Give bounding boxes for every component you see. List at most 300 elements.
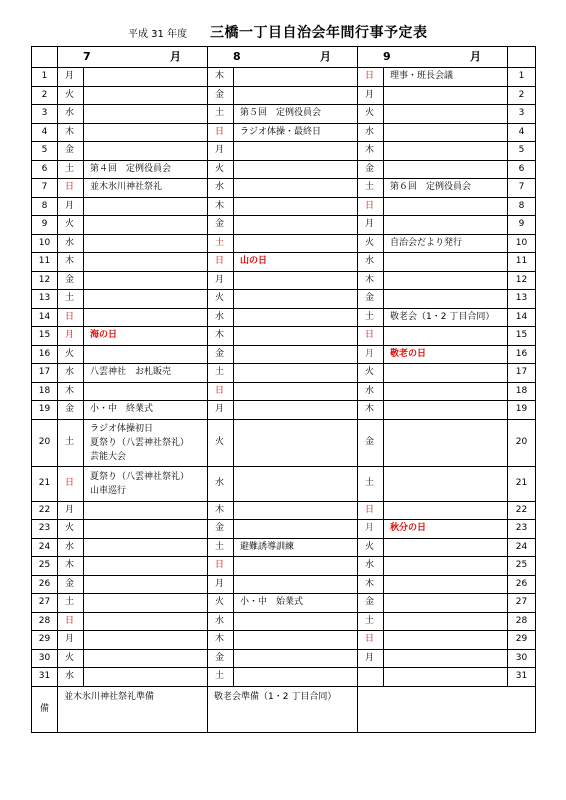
weekday-cell: 水 xyxy=(58,668,84,687)
day-number-left: 23 xyxy=(32,520,58,539)
weekday-cell: 金 xyxy=(208,649,234,668)
event-cell xyxy=(234,271,358,290)
event-cell: 理事・班長会議 xyxy=(384,68,508,87)
weekday-cell: 火 xyxy=(358,364,384,383)
weekday-cell: 火 xyxy=(58,86,84,105)
day-number-left: 5 xyxy=(32,142,58,161)
month-number: 8 xyxy=(233,50,241,63)
event-cell: 小・中 終業式 xyxy=(84,401,208,420)
weekday-cell: 日 xyxy=(208,382,234,401)
event-cell xyxy=(384,86,508,105)
day-number-right: 28 xyxy=(508,612,536,631)
weekday-cell: 水 xyxy=(208,179,234,198)
day-number-left: 27 xyxy=(32,594,58,613)
event-cell xyxy=(384,575,508,594)
day-row xyxy=(32,382,536,401)
weekday-cell: 火 xyxy=(358,105,384,124)
event-cell: 敬老の日 xyxy=(384,345,508,364)
event-cell xyxy=(384,105,508,124)
weekday-cell: 日 xyxy=(358,327,384,346)
weekday-cell: 月 xyxy=(58,68,84,87)
weekday-cell: 金 xyxy=(58,401,84,420)
day-number-left: 28 xyxy=(32,612,58,631)
weekday-cell: 木 xyxy=(58,123,84,142)
document-header xyxy=(0,22,566,42)
weekday-cell: 日 xyxy=(358,631,384,650)
remarks-aug: 敬老会準備（1・2 丁目合同） xyxy=(208,686,358,732)
event-cell xyxy=(234,401,358,420)
weekday-cell: 水 xyxy=(208,466,234,501)
day-number-right: 15 xyxy=(508,327,536,346)
event-cell xyxy=(84,123,208,142)
event-cell xyxy=(234,557,358,576)
event-cell xyxy=(384,466,508,501)
day-row xyxy=(32,466,536,501)
weekday-cell: 火 xyxy=(208,419,234,466)
event-line: 夏祭り（八雲神社祭礼） xyxy=(90,471,190,482)
day-number-left: 2 xyxy=(32,86,58,105)
event-cell xyxy=(234,419,358,466)
day-number-right: 24 xyxy=(508,538,536,557)
event-cell xyxy=(384,501,508,520)
day-number-right: 4 xyxy=(508,123,536,142)
weekday-cell: 土 xyxy=(358,466,384,501)
event-cell xyxy=(84,253,208,272)
day-number-right: 7 xyxy=(508,179,536,198)
weekday-cell: 土 xyxy=(58,290,84,309)
event-cell xyxy=(234,612,358,631)
weekday-cell: 月 xyxy=(358,216,384,235)
event-cell xyxy=(84,197,208,216)
day-number-right: 11 xyxy=(508,253,536,272)
day-row xyxy=(32,105,536,124)
weekday-cell: 木 xyxy=(58,557,84,576)
weekday-cell: 月 xyxy=(58,501,84,520)
day-number-left: 30 xyxy=(32,649,58,668)
weekday-cell: 水 xyxy=(358,557,384,576)
day-number-left: 16 xyxy=(32,345,58,364)
event-cell xyxy=(234,364,358,383)
day-number-left: 25 xyxy=(32,557,58,576)
event-cell xyxy=(84,216,208,235)
event-cell: 山の日 xyxy=(234,253,358,272)
event-cell xyxy=(384,538,508,557)
event-cell xyxy=(84,86,208,105)
event-cell xyxy=(384,419,508,466)
weekday-cell: 月 xyxy=(58,327,84,346)
event-cell xyxy=(384,557,508,576)
event-cell xyxy=(84,575,208,594)
weekday-cell: 水 xyxy=(358,123,384,142)
event-cell: 八雲神社 お札販売 xyxy=(84,364,208,383)
event-cell xyxy=(384,612,508,631)
weekday-cell: 日 xyxy=(208,253,234,272)
weekday-cell: 月 xyxy=(358,649,384,668)
day-number-left: 18 xyxy=(32,382,58,401)
day-number-left: 22 xyxy=(32,501,58,520)
weekday-cell: 金 xyxy=(208,520,234,539)
weekday-cell: 土 xyxy=(58,160,84,179)
event-cell xyxy=(84,594,208,613)
weekday-cell: 火 xyxy=(58,649,84,668)
event-cell: 自治会だより発行 xyxy=(384,234,508,253)
day-number-left: 1 xyxy=(32,68,58,87)
event-cell xyxy=(84,382,208,401)
event-cell: ラジオ体操・最終日 xyxy=(234,123,358,142)
weekday-cell: 金 xyxy=(58,271,84,290)
weekday-cell: 土 xyxy=(208,364,234,383)
event-cell xyxy=(384,649,508,668)
day-number-right: 6 xyxy=(508,160,536,179)
weekday-cell: 水 xyxy=(58,105,84,124)
weekday-cell: 火 xyxy=(58,216,84,235)
weekday-cell: 火 xyxy=(58,520,84,539)
event-cell: 小・中 始業式 xyxy=(234,594,358,613)
day-number-right: 12 xyxy=(508,271,536,290)
weekday-cell: 木 xyxy=(358,142,384,161)
day-row xyxy=(32,520,536,539)
event-cell xyxy=(84,345,208,364)
day-row xyxy=(32,419,536,466)
day-number-right: 22 xyxy=(508,501,536,520)
event-cell xyxy=(384,401,508,420)
weekday-cell: 土 xyxy=(208,105,234,124)
weekday-cell: 日 xyxy=(58,466,84,501)
event-cell xyxy=(384,594,508,613)
weekday-cell: 火 xyxy=(358,234,384,253)
day-number-left: 7 xyxy=(32,179,58,198)
weekday-cell: 土 xyxy=(358,308,384,327)
event-cell xyxy=(84,538,208,557)
day-number-right: 25 xyxy=(508,557,536,576)
day-row xyxy=(32,631,536,650)
fiscal-year: 平成 31 年度 xyxy=(128,29,188,40)
day-number-right: 16 xyxy=(508,345,536,364)
weekday-cell: 日 xyxy=(208,123,234,142)
event-cell xyxy=(384,382,508,401)
weekday-cell: 月 xyxy=(358,520,384,539)
month-label: 月 xyxy=(320,50,331,63)
header-corner-right xyxy=(508,47,536,68)
month-header-september xyxy=(358,47,508,68)
event-cell xyxy=(234,668,358,687)
day-row xyxy=(32,216,536,235)
event-cell xyxy=(234,160,358,179)
day-number-right: 5 xyxy=(508,142,536,161)
weekday-cell: 土 xyxy=(358,612,384,631)
day-number-left: 21 xyxy=(32,466,58,501)
event-cell xyxy=(234,142,358,161)
weekday-cell: 火 xyxy=(358,538,384,557)
weekday-cell: 月 xyxy=(58,197,84,216)
weekday-cell: 土 xyxy=(358,179,384,198)
day-number-left: 12 xyxy=(32,271,58,290)
weekday-cell: 水 xyxy=(58,234,84,253)
day-number-right: 30 xyxy=(508,649,536,668)
day-row xyxy=(32,160,536,179)
weekday-cell: 火 xyxy=(208,594,234,613)
weekday-cell: 水 xyxy=(58,364,84,383)
weekday-cell: 水 xyxy=(208,308,234,327)
event-cell xyxy=(384,197,508,216)
event-cell xyxy=(234,308,358,327)
month-label: 月 xyxy=(170,50,181,63)
event-cell xyxy=(384,216,508,235)
event-cell xyxy=(84,557,208,576)
event-cell xyxy=(84,631,208,650)
event-line: 芸能大会 xyxy=(90,451,127,462)
weekday-cell: 木 xyxy=(58,253,84,272)
event-cell xyxy=(234,290,358,309)
event-cell xyxy=(84,419,208,466)
weekday-cell: 日 xyxy=(58,612,84,631)
event-cell xyxy=(384,123,508,142)
month-number: 9 xyxy=(383,50,391,63)
event-cell: 第４回 定例役員会 xyxy=(84,160,208,179)
event-cell: 避難誘導訓練 xyxy=(234,538,358,557)
weekday-cell: 金 xyxy=(208,345,234,364)
weekday-cell: 水 xyxy=(208,612,234,631)
event-cell xyxy=(234,197,358,216)
day-number-right: 27 xyxy=(508,594,536,613)
day-row xyxy=(32,327,536,346)
weekday-cell: 火 xyxy=(58,345,84,364)
day-number-right: 31 xyxy=(508,668,536,687)
event-cell xyxy=(84,649,208,668)
day-number-left: 8 xyxy=(32,197,58,216)
day-row xyxy=(32,86,536,105)
event-cell xyxy=(234,382,358,401)
weekday-cell: 木 xyxy=(358,401,384,420)
weekday-cell: 木 xyxy=(208,501,234,520)
event-cell xyxy=(84,668,208,687)
event-cell xyxy=(84,290,208,309)
event-cell xyxy=(384,160,508,179)
weekday-cell: 月 xyxy=(358,345,384,364)
weekday-cell: 金 xyxy=(208,216,234,235)
weekday-cell: 月 xyxy=(208,575,234,594)
month-header-row xyxy=(32,47,536,68)
event-cell xyxy=(384,327,508,346)
event-cell: 第５回 定例役員会 xyxy=(234,105,358,124)
event-cell xyxy=(84,234,208,253)
event-line: 山車巡行 xyxy=(90,485,127,496)
document-title: 三橋一丁目自治会年間行事予定表 xyxy=(210,25,428,41)
day-number-left: 3 xyxy=(32,105,58,124)
event-cell xyxy=(384,271,508,290)
event-line: 夏祭り（八雲神社祭礼） xyxy=(90,437,190,448)
day-number-left: 11 xyxy=(32,253,58,272)
remarks-row xyxy=(32,686,536,732)
day-row xyxy=(32,345,536,364)
weekday-cell: 木 xyxy=(208,327,234,346)
header-corner-left xyxy=(32,47,58,68)
month-number: 7 xyxy=(83,50,91,63)
weekday-cell: 日 xyxy=(58,308,84,327)
event-cell xyxy=(234,649,358,668)
day-row xyxy=(32,668,536,687)
weekday-cell: 月 xyxy=(58,631,84,650)
weekday-cell: 月 xyxy=(208,271,234,290)
event-cell xyxy=(84,105,208,124)
weekday-cell: 木 xyxy=(208,68,234,87)
weekday-cell: 月 xyxy=(358,86,384,105)
day-number-left: 14 xyxy=(32,308,58,327)
day-number-right: 8 xyxy=(508,197,536,216)
day-row xyxy=(32,68,536,87)
event-cell xyxy=(84,520,208,539)
weekday-cell: 土 xyxy=(208,234,234,253)
day-number-right: 9 xyxy=(508,216,536,235)
weekday-cell: 日 xyxy=(358,197,384,216)
event-cell xyxy=(234,234,358,253)
day-row xyxy=(32,179,536,198)
weekday-cell: 金 xyxy=(58,142,84,161)
day-number-left: 17 xyxy=(32,364,58,383)
weekday-cell: 水 xyxy=(358,253,384,272)
weekday-cell: 金 xyxy=(358,419,384,466)
weekday-cell: 木 xyxy=(358,575,384,594)
weekday-cell: 土 xyxy=(208,538,234,557)
weekday-cell: 火 xyxy=(208,290,234,309)
event-cell xyxy=(384,631,508,650)
event-cell xyxy=(384,142,508,161)
event-cell xyxy=(234,179,358,198)
event-cell: 敬老会（1・2 丁目合同） xyxy=(384,308,508,327)
weekday-cell: 日 xyxy=(358,68,384,87)
day-number-right: 18 xyxy=(508,382,536,401)
day-number-left: 13 xyxy=(32,290,58,309)
event-cell xyxy=(234,68,358,87)
day-number-right: 26 xyxy=(508,575,536,594)
event-cell xyxy=(84,142,208,161)
day-number-right: 21 xyxy=(508,466,536,501)
event-cell xyxy=(234,345,358,364)
event-cell xyxy=(234,520,358,539)
day-number-left: 15 xyxy=(32,327,58,346)
day-row xyxy=(32,612,536,631)
event-cell xyxy=(234,575,358,594)
day-row xyxy=(32,253,536,272)
day-row xyxy=(32,594,536,613)
day-row xyxy=(32,401,536,420)
weekday-cell: 木 xyxy=(58,382,84,401)
weekday-cell: 木 xyxy=(208,197,234,216)
event-cell xyxy=(234,501,358,520)
remarks-label: 備 xyxy=(32,686,58,732)
weekday-cell: 金 xyxy=(358,594,384,613)
day-number-left: 10 xyxy=(32,234,58,253)
day-row xyxy=(32,123,536,142)
event-cell xyxy=(384,290,508,309)
weekday-cell: 金 xyxy=(358,290,384,309)
weekday-cell: 水 xyxy=(58,538,84,557)
day-row xyxy=(32,142,536,161)
event-cell xyxy=(234,631,358,650)
event-cell xyxy=(84,271,208,290)
day-number-right: 29 xyxy=(508,631,536,650)
day-row xyxy=(32,501,536,520)
day-row xyxy=(32,234,536,253)
day-number-right: 1 xyxy=(508,68,536,87)
event-cell xyxy=(84,501,208,520)
day-number-left: 4 xyxy=(32,123,58,142)
event-cell xyxy=(384,364,508,383)
event-cell xyxy=(234,327,358,346)
day-number-right: 19 xyxy=(508,401,536,420)
day-row xyxy=(32,575,536,594)
weekday-cell: 土 xyxy=(58,419,84,466)
weekday-cell: 土 xyxy=(208,668,234,687)
event-cell: 海の日 xyxy=(84,327,208,346)
day-number-right: 2 xyxy=(508,86,536,105)
event-cell xyxy=(84,68,208,87)
weekday-cell: 木 xyxy=(358,271,384,290)
weekday-cell xyxy=(358,668,384,687)
weekday-cell: 月 xyxy=(208,401,234,420)
remarks-sep xyxy=(358,686,536,732)
event-cell xyxy=(84,612,208,631)
day-row xyxy=(32,538,536,557)
day-number-left: 29 xyxy=(32,631,58,650)
weekday-cell: 日 xyxy=(358,501,384,520)
weekday-cell: 火 xyxy=(208,160,234,179)
event-cell xyxy=(384,668,508,687)
day-number-left: 6 xyxy=(32,160,58,179)
event-cell xyxy=(84,466,208,501)
event-cell xyxy=(234,466,358,501)
schedule-table xyxy=(31,46,536,733)
day-number-left: 19 xyxy=(32,401,58,420)
weekday-cell: 水 xyxy=(358,382,384,401)
event-cell: 並木氷川神社祭礼 xyxy=(84,179,208,198)
weekday-cell: 金 xyxy=(208,86,234,105)
weekday-cell: 日 xyxy=(58,179,84,198)
day-row xyxy=(32,308,536,327)
remarks-jul: 並木氷川神社祭礼準備 xyxy=(58,686,208,732)
day-row xyxy=(32,649,536,668)
day-number-left: 24 xyxy=(32,538,58,557)
day-row xyxy=(32,271,536,290)
weekday-cell: 金 xyxy=(58,575,84,594)
day-number-right: 17 xyxy=(508,364,536,383)
weekday-cell: 日 xyxy=(208,557,234,576)
day-number-left: 31 xyxy=(32,668,58,687)
day-number-right: 20 xyxy=(508,419,536,466)
month-header-july xyxy=(58,47,208,68)
weekday-cell: 金 xyxy=(358,160,384,179)
event-cell xyxy=(234,86,358,105)
event-line: ラジオ体操初日 xyxy=(90,423,154,434)
day-number-right: 10 xyxy=(508,234,536,253)
day-number-left: 26 xyxy=(32,575,58,594)
day-number-left: 9 xyxy=(32,216,58,235)
event-cell: 第６回 定例役員会 xyxy=(384,179,508,198)
day-row xyxy=(32,197,536,216)
day-row xyxy=(32,557,536,576)
weekday-cell: 月 xyxy=(208,142,234,161)
event-cell: 秋分の日 xyxy=(384,520,508,539)
event-cell xyxy=(384,253,508,272)
day-number-right: 3 xyxy=(508,105,536,124)
day-number-right: 23 xyxy=(508,520,536,539)
event-cell xyxy=(234,216,358,235)
weekday-cell: 土 xyxy=(58,594,84,613)
month-label: 月 xyxy=(470,50,481,63)
day-row xyxy=(32,290,536,309)
event-cell xyxy=(84,308,208,327)
month-header-august xyxy=(208,47,358,68)
